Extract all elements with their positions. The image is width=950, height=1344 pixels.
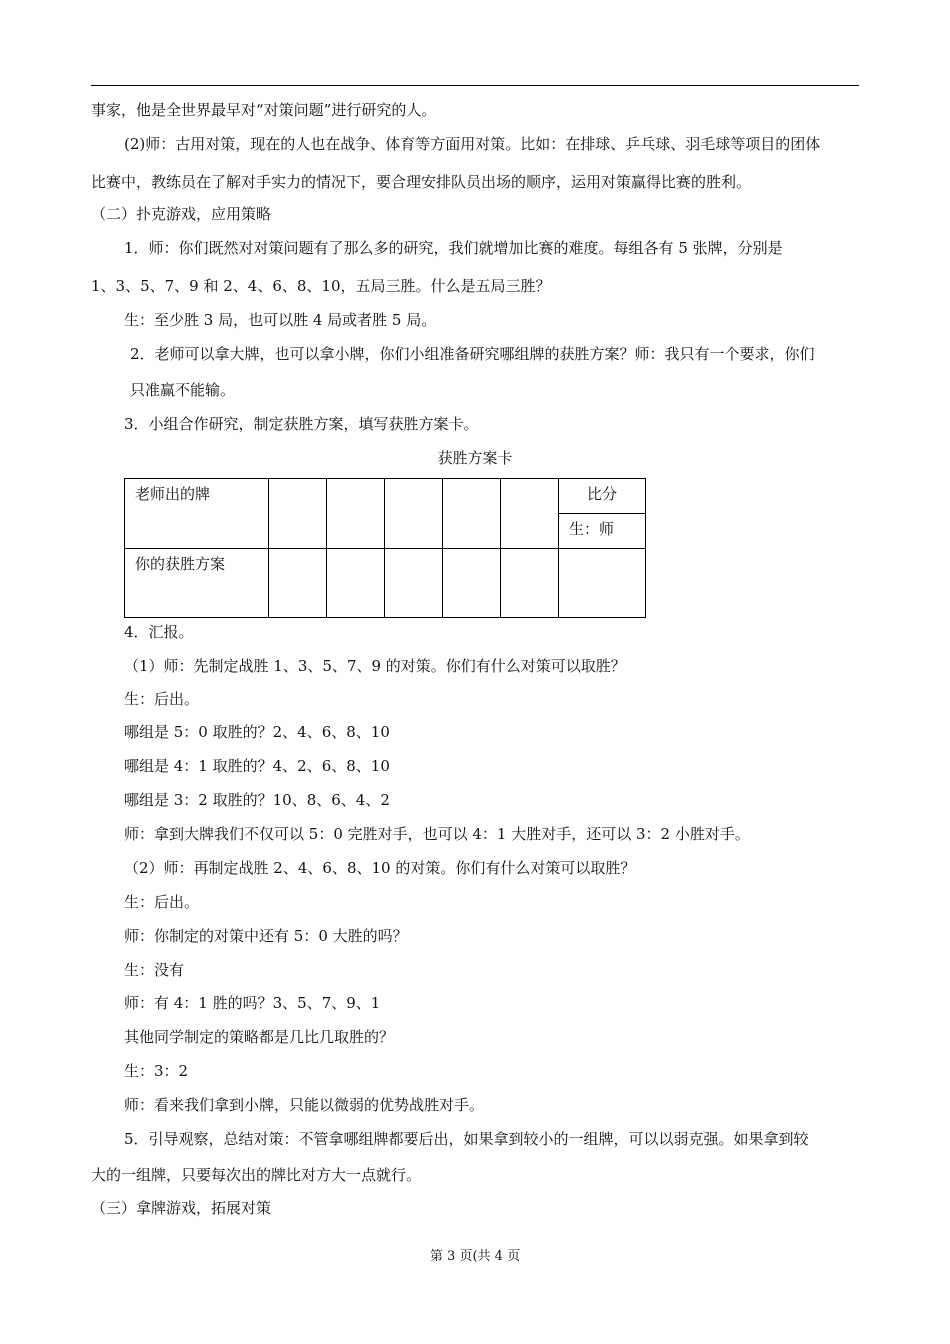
paragraph-line: 大的一组牌，只要每次出的牌比对方大一点就行。 — [91, 1166, 422, 1184]
paragraph-line: 比赛中，教练员在了解对手实力的情况下，要合理安排队员出场的顺序，运用对策赢得比赛的胜利。 — [91, 173, 752, 191]
paragraph-line: 1．师：你们既然对对策问题有了那么多的研究，我们就增加比赛的难度。每组各有 5 张牌，分别是 — [124, 239, 783, 257]
paragraph-line: 生：后出。 — [124, 690, 200, 708]
score-sub-label: 生：师 — [569, 520, 615, 538]
paragraph-line: 哪组是 4：1 取胜的？4、2、6、8、10 — [124, 757, 390, 775]
paragraph-line: 哪组是 3：2 取胜的？10、8、6、4、2 — [124, 791, 390, 809]
paragraph-line: 2．老师可以拿大牌，也可以拿小牌，你们小组准备研究哪组牌的获胜方案？师：我只有一个要求，你们 — [130, 345, 815, 363]
paragraph-line: 生：3：2 — [124, 1062, 189, 1080]
paragraph-line: 生：没有 — [124, 961, 185, 979]
score-header: 比分 — [586, 485, 617, 503]
paragraph-line: 生：至少胜 3 局，也可以胜 4 局或者胜 5 局。 — [124, 311, 437, 329]
plan-score-cell — [559, 549, 646, 618]
paragraph-line: 师：拿到大牌我们不仅可以 5：0 完胜对手，也可以 4：1 大胜对手，还可以 3：2 小胜对手。 — [124, 825, 750, 843]
paragraph-line: 3．小组合作研究，制定获胜方案，填写获胜方案卡。 — [124, 415, 479, 433]
paragraph-line: 其他同学制定的策略都是几比几取胜的？ — [124, 1028, 395, 1046]
paragraph-line: 5．引导观察，总结对策：不管拿哪组牌都要后出，如果拿到较小的一组牌，可以以弱克强。如果拿到较 — [124, 1130, 809, 1148]
paragraph-line: （1）师：先制定战胜 1、3、5、7、9 的对策。你们有什么对策可以取胜？ — [124, 657, 626, 675]
paragraph-line: 生：后出。 — [124, 893, 200, 911]
your-plan-label-cell — [125, 549, 269, 618]
card-cell — [327, 479, 385, 549]
card-title: 获胜方案卡 — [437, 449, 513, 467]
card-cell — [501, 479, 559, 549]
page-footer: 第 3 页(共 4 页 — [429, 1249, 521, 1264]
section-heading: （三）拿牌游戏，拓展对策 — [91, 1199, 272, 1217]
plan-cell — [501, 549, 559, 618]
teacher-cards-label: 老师出的牌 — [135, 485, 211, 503]
paragraph-line: 4．汇报。 — [124, 623, 194, 641]
paragraph-line: 事家，他是全世界最早对“对策问题”进行研究的人。 — [91, 101, 437, 119]
plan-cell — [269, 549, 327, 618]
plan-cell — [385, 549, 443, 618]
card-cell — [385, 479, 443, 549]
plan-cell — [327, 549, 385, 618]
card-cell — [443, 479, 501, 549]
card-cell — [269, 479, 327, 549]
teacher-cards-label-cell — [125, 479, 269, 549]
paragraph-line: （2）师：再制定战胜 2、4、6、8、10 的对策。你们有什么对策可以取胜？ — [124, 859, 636, 877]
score-header-cell — [559, 479, 646, 514]
paragraph-line: 1、3、5、7、9 和 2、4、6、8、10，五局三胜。什么是五局三胜？ — [91, 277, 551, 295]
paragraph-line: 只准赢不能输。 — [130, 381, 236, 399]
paragraph-line: (2)师：古用对策，现在的人也在战争、体育等方面用对策。比如：在排球、乒乓球、羽毛球等项目的团体 — [124, 135, 821, 153]
paragraph-line: 师：有 4：1 胜的吗？3、5、7、9、1 — [124, 994, 381, 1012]
paragraph-line: 师：你制定的对策中还有 5：0 大胜的吗？ — [124, 927, 408, 945]
your-plan-label: 你的获胜方案 — [135, 555, 226, 573]
plan-cell — [443, 549, 501, 618]
section-heading: （二）扑克游戏，应用策略 — [91, 205, 272, 223]
winning-plan-card-table — [124, 478, 646, 618]
paragraph-line: 师：看来我们拿到小牌，只能以微弱的优势战胜对手。 — [124, 1096, 485, 1114]
paragraph-line: 哪组是 5：0 取胜的？2、4、6、8、10 — [124, 723, 390, 741]
score-sub-cell — [559, 514, 646, 549]
header-rule — [91, 85, 859, 86]
